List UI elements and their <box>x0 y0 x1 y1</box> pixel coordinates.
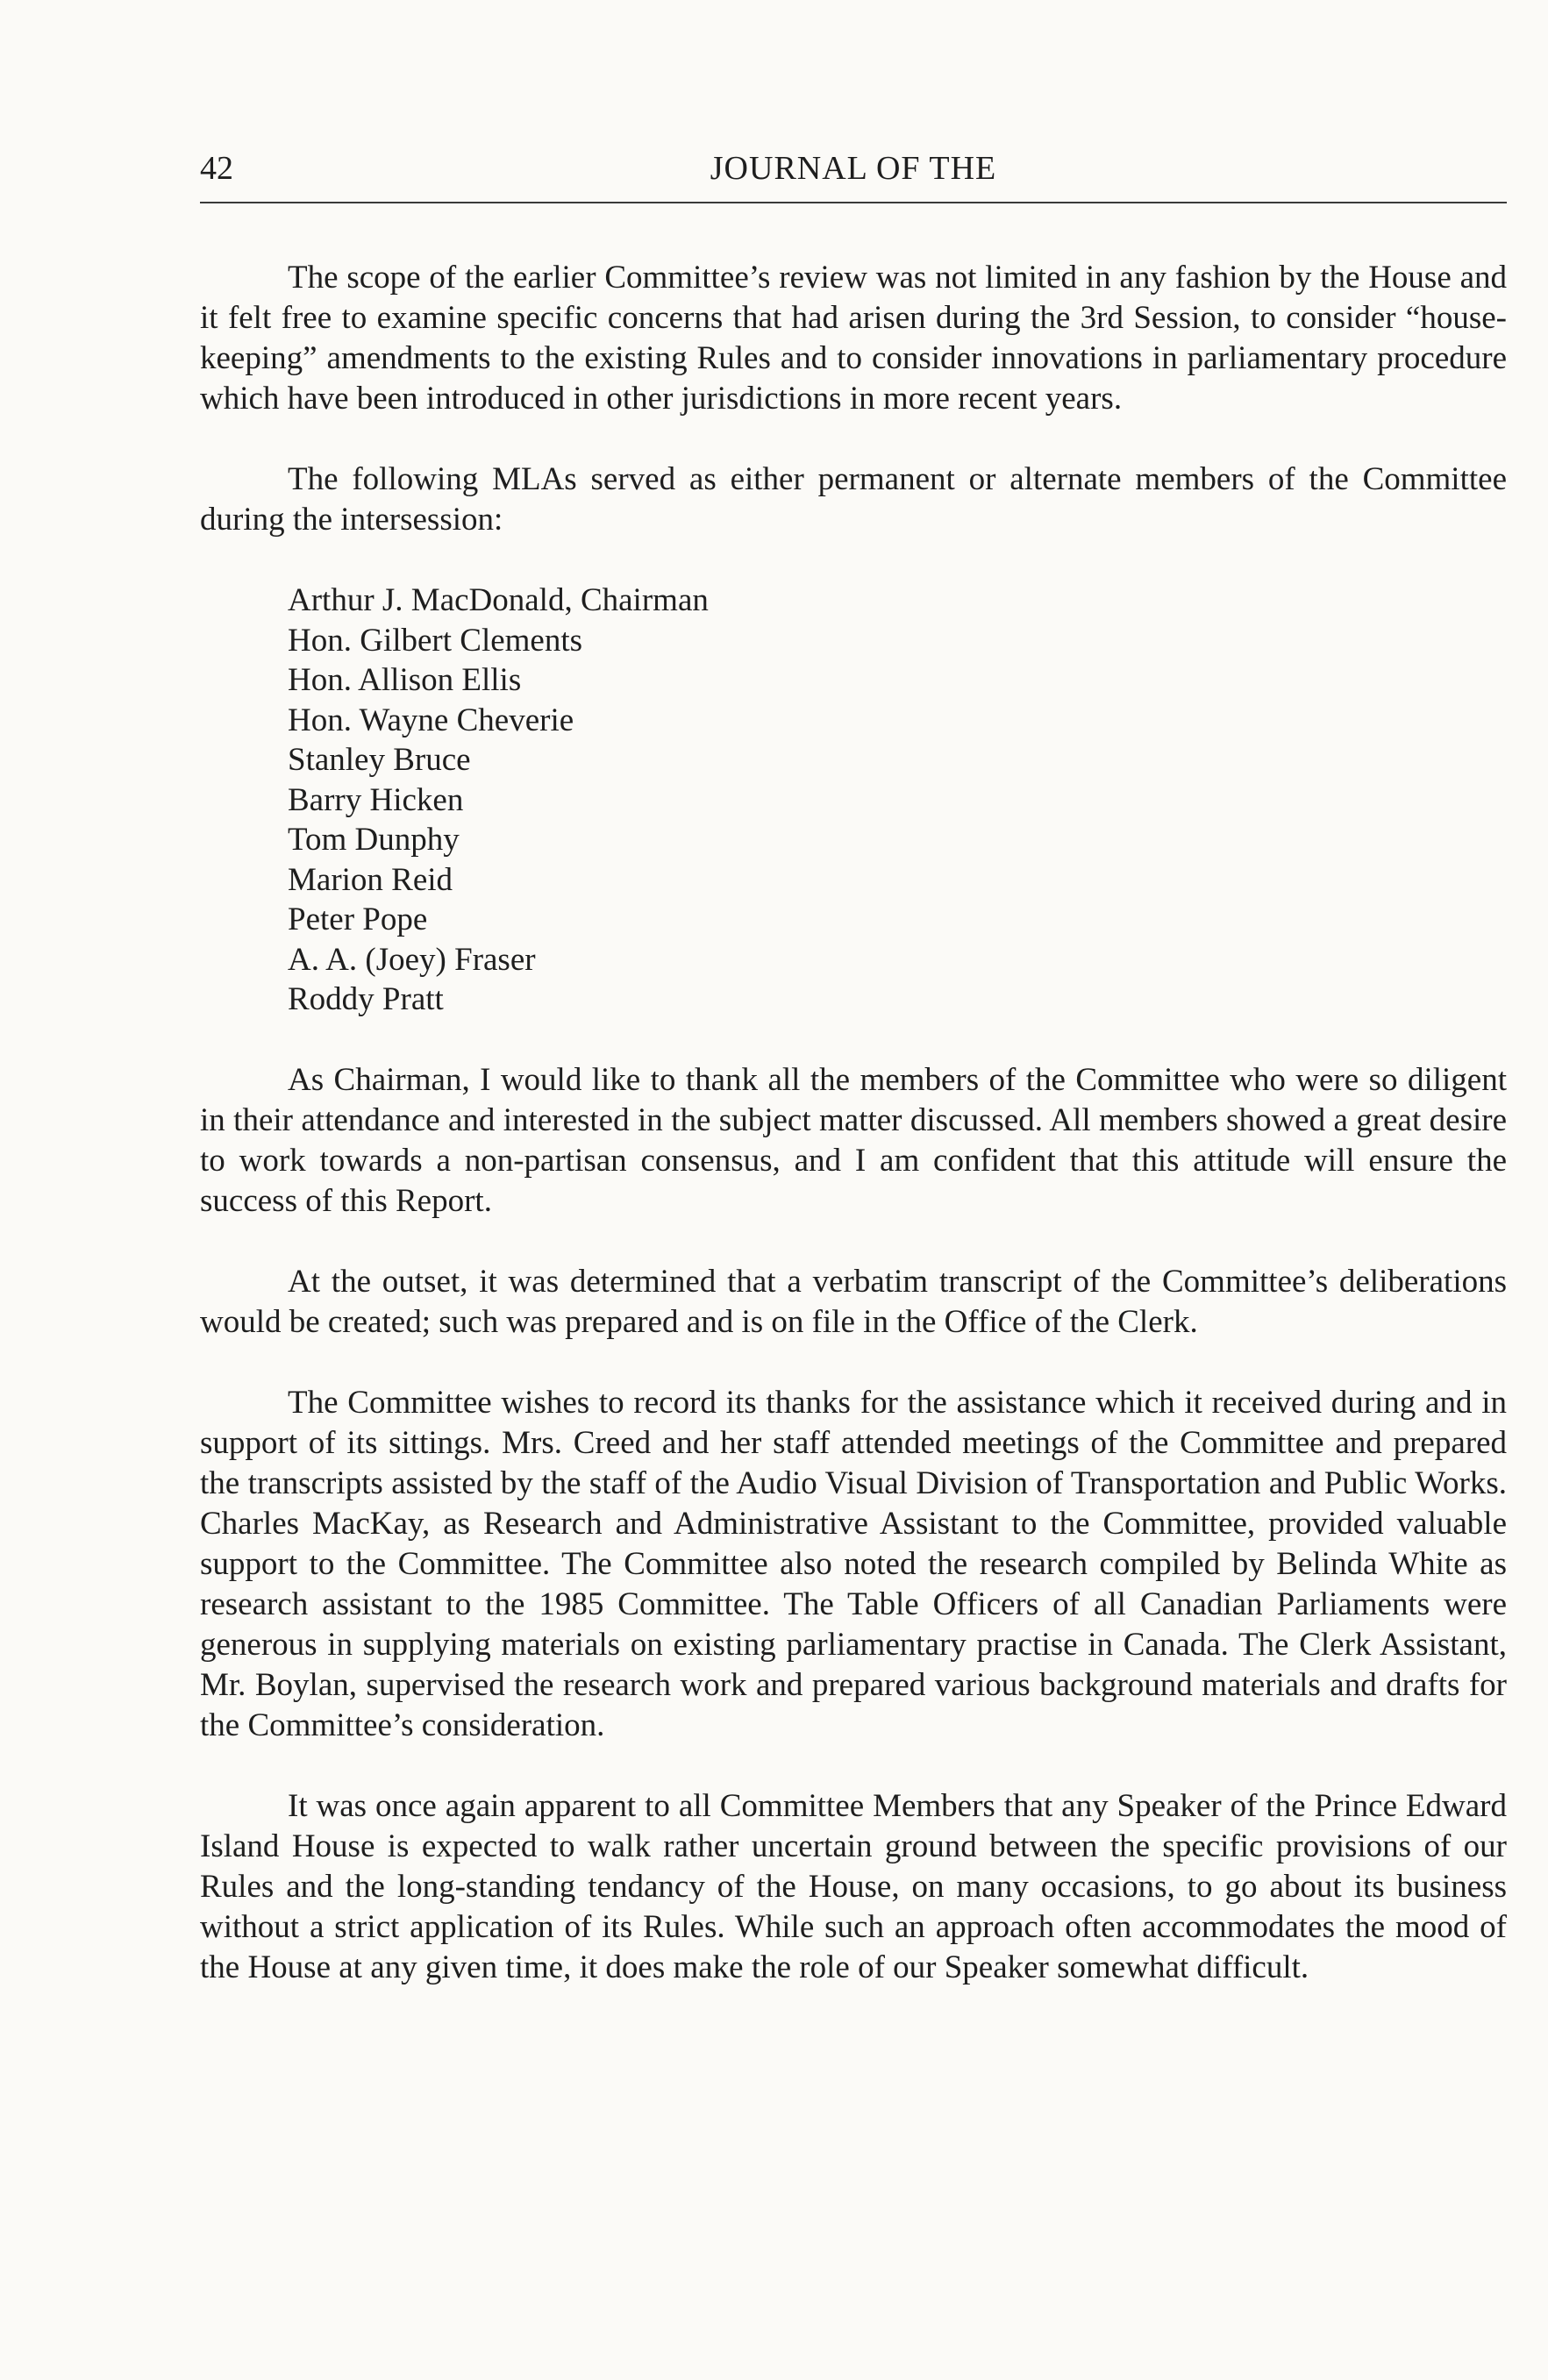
paragraph-verbatim-transcript: At the outset, it was determined that a verbatim transcript of the Committee’s deliberations would be created; such was prepared and is on file in the Office of the Clerk. <box>200 1263 1507 1340</box>
member-list-item: Stanley Bruce <box>288 742 471 778</box>
journal-page <box>200 149 1507 2028</box>
member-list-item: Hon. Allison Ellis <box>288 662 522 698</box>
member-list-item: Peter Pope <box>288 901 428 937</box>
member-list <box>288 581 1507 1020</box>
member-list-item: Hon. Wayne Cheverie <box>288 702 574 738</box>
member-list-item: Marion Reid <box>288 861 453 898</box>
running-head: JOURNAL OF THE <box>710 150 997 187</box>
page-header <box>200 149 1507 203</box>
paragraph-members-intro: The following MLAs served as either permanent or alternate members of the Committee during the intersession: <box>200 461 1507 538</box>
page-body <box>200 258 1507 1988</box>
member-list-item: A. A. (Joey) Fraser <box>288 941 536 978</box>
member-list-item: Barry Hicken <box>288 781 464 818</box>
page-number: 42 <box>200 150 233 187</box>
member-list-item: Hon. Gilbert Clements <box>288 622 583 659</box>
paragraph-committee-scope: The scope of the earlier Committee’s review was not limited in any fashion by the House and it felt free to examine specific concerns that had arisen during the 3rd Session, to consider “house-keeping” amendments to the existing Rules and to consider innovations in parliamentary procedure which have been introduced in other jurisdictions in more recent years. <box>200 260 1507 417</box>
member-list-item: Tom Dunphy <box>288 822 460 858</box>
member-list-item: Roddy Pratt <box>288 981 444 1017</box>
member-list-item: Arthur J. MacDonald, Chairman <box>288 582 709 618</box>
paragraph-speaker-role: It was once again apparent to all Committee Members that any Speaker of the Prince Edward Island House is expected to walk rather uncertain ground between the specific provisions of our Rules and the long-standing tendancy of the House, on many occasions, to go about its business without a strict application of its Rules. While such an approach often accommodates the mood of the House at any given time, it does make the role of our Speaker somewhat difficult. <box>200 1787 1507 1985</box>
paragraph-assistance-thanks: The Committee wishes to record its thanks for the assistance which it received during and in support of its sittings. Mrs. Creed and her staff attended meetings of the Committee and prepared the transcripts assisted by the staff of the Audio Visual Division of Transportation and Public Works. Charles MacKay, as Research and Administrative Assistant to the Committee, provided valuable support to the Committee. The Committee also noted the research compiled by Belinda White as research assistant to the 1985 Committee. The Table Officers of all Canadian Parliaments were generous in supplying materials on existing parliamentary practise in Canada. The Clerk Assistant, Mr. Boylan, supervised the research work and prepared various background materials and drafts for the Committee’s consideration. <box>200 1384 1507 1743</box>
paragraph-chairman-thanks: As Chairman, I would like to thank all the members of the Committee who were so diligent in their attendance and interested in the subject matter discussed. All members showed a great desire to work towards a non-partisan consensus, and I am confident that this attitude will ensure the success of this Report. <box>200 1061 1507 1219</box>
